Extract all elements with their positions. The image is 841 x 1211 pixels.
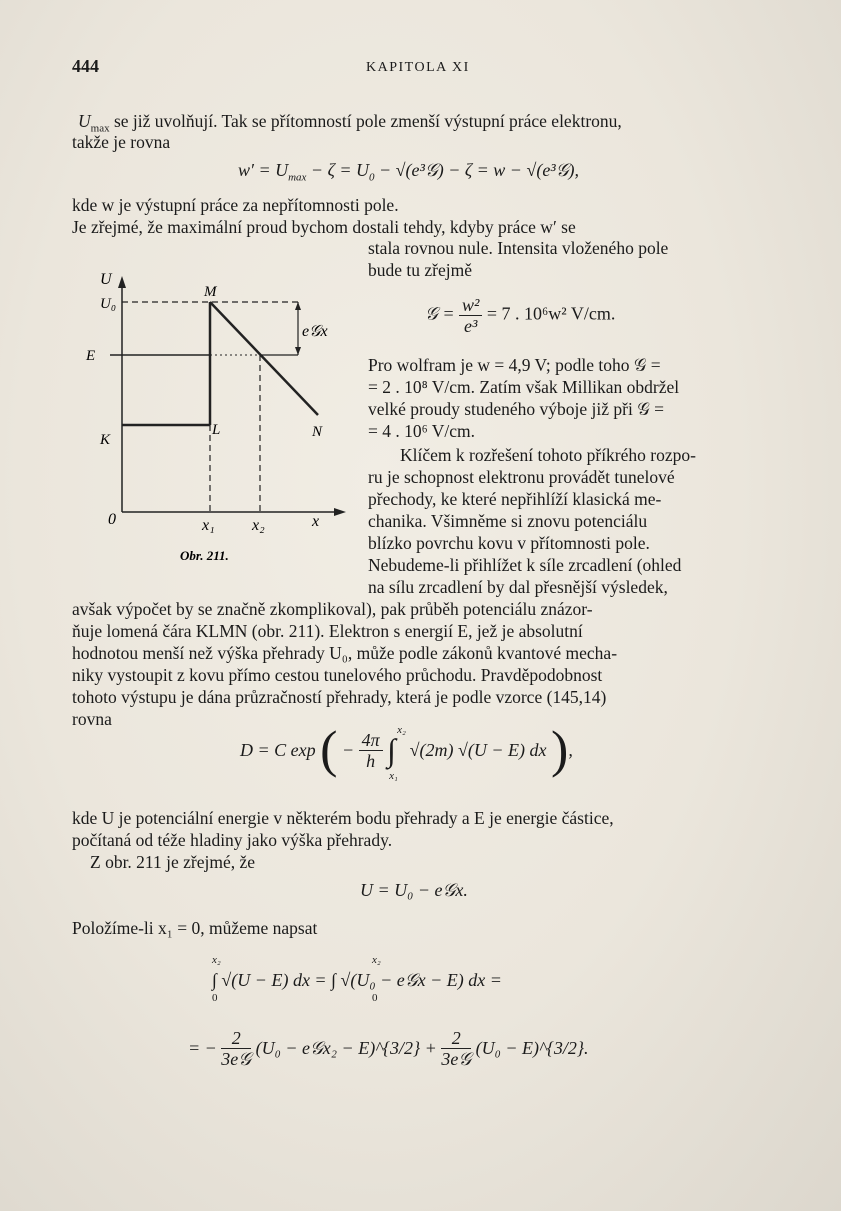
text-line: na sílu zrcadlení by dal přesnější výsledek, — [368, 577, 668, 597]
text-line: stala rovnou nule. Intensita vloženého pole — [368, 238, 669, 258]
label-U: U — [100, 271, 112, 288]
text-line: Pro wolfram je w = 4,9 V; podle toho 𝒢 = — [368, 355, 661, 375]
label-N: N — [312, 424, 323, 440]
label-x2: x₂ — [252, 517, 265, 534]
label-origin: 0 — [108, 511, 116, 528]
text-line: Nebudeme-li přihlížet k síle zrcadlení (ohled — [368, 555, 682, 575]
label-K: K — [100, 432, 111, 448]
bracket-arrow-bottom — [295, 347, 301, 355]
equation-potential: U = U₀ − e𝒢x. — [360, 880, 468, 900]
equation-result: = − $\frac{2}{\text{3e𝒢}}$ (U₀ − e𝒢x₂ − E)^{3/2} + $\frac{2}{\text{3e𝒢}}$ (U₀ − E)^{3/2}. — [188, 1028, 589, 1069]
text-line: ru je schopnost elektronu provádět tunelové — [368, 467, 675, 487]
text-line: Klíčem k rozřešení tohoto příkrého rozpo- — [400, 445, 696, 465]
text-line: = 4 . 10⁶ V/cm. — [368, 421, 476, 441]
label-x: x — [312, 513, 320, 530]
text-line: blízko povrchu kovu v přítomnosti pole. — [368, 533, 650, 553]
label-U0: U₀ — [100, 296, 117, 312]
page-number: 444 — [72, 56, 99, 76]
limit-lower-2: 0 — [372, 992, 378, 1004]
text-line: avšak výpočet by se značně zkomplikoval), pak průběh potenciálu znázor- — [72, 599, 593, 619]
text-line: přechody, ke které nepřihlíží klasická me- — [368, 489, 662, 509]
text-line: bude tu zřejmě — [368, 260, 472, 280]
text-line: ňuje lomená čára KLMN (obr. 211). Elektron s energií E, jež je absolutní — [72, 621, 583, 641]
label-x1: x₁ — [202, 517, 215, 534]
text-line: kde w je výstupní práce za nepřítomnosti pole. — [72, 195, 399, 215]
bracket-arrow-top — [295, 302, 301, 310]
x-axis-arrow — [334, 508, 346, 516]
limit-upper-2: x₂ — [372, 954, 381, 966]
line-MN — [210, 302, 318, 415]
text-line: hodnotou menší než výška přehrady U₀, může podle zákonů kvantové mecha- — [72, 643, 618, 663]
text-line: takže je rovna — [72, 132, 171, 152]
text-line: $U_{max}$ se již uvolňují. Tak se přítomností pole zmenší výstupní práce elektronu, — [78, 111, 622, 135]
equation-field-intensity: 𝒢 = $\frac{\text{w²}}{\text{e³}}$ = 7 . 10⁶w² V/cm. — [425, 295, 616, 336]
equation-transparency: D = C exp ( − $\frac{4\pi}{h}$ ∫ x₂ x₁ √(2m) √(U − E) dx ), — [240, 721, 573, 782]
running-head: KAPITOLA XI — [366, 60, 470, 75]
label-E: E — [86, 348, 96, 364]
label-M: M — [204, 284, 217, 300]
equation-work-function: $w' = U_{max} - \zeta = U_0$ − √(e³𝒢) − ζ = w − √(e³𝒢), — [238, 160, 580, 184]
figure-caption: Obr. 211. — [180, 548, 229, 562]
equation-integral: ∫ √(U − E) dx = ∫ √(U₀ − e𝒢x − E) dx = — [212, 970, 502, 990]
limit-upper: x₂ — [212, 954, 221, 966]
text-line: kde U je potenciální energie v některém bodu přehrady a E je energie částice, — [72, 808, 614, 828]
limit-lower: 0 — [212, 992, 218, 1004]
potential-barrier-figure — [70, 262, 360, 562]
text-line: chanika. Všimněme si znovu potenciálu — [368, 511, 648, 531]
text-line: = 2 . 10⁸ V/cm. Zatím však Millikan obdržel — [368, 377, 680, 397]
label-L: L — [212, 422, 221, 438]
text-line: Položíme-li x₁ = 0, můžeme napsat — [72, 918, 318, 938]
text-line: Z obr. 211 je zřejmé, že — [90, 852, 256, 872]
text-line: velké proudy studeného výboje již při 𝒢 = — [368, 399, 664, 419]
text-line: Je zřejmé, že maximální proud bychom dostali tehdy, kdyby práce w′ se — [72, 217, 576, 237]
label-eEx: e𝒢x — [302, 323, 328, 340]
u-axis-arrow — [118, 276, 126, 288]
text-line: tohoto výstupu je dána průzračností přehrady, která je podle vzorce (145,14) — [72, 687, 607, 707]
text-line: rovna — [72, 709, 112, 729]
text-line: počítaná od téže hladiny jako výška přehrady. — [72, 830, 393, 850]
text-line: niky vystoupit z kovu přímo cestou tunelového průchodu. Pravděpodobnost — [72, 665, 603, 685]
